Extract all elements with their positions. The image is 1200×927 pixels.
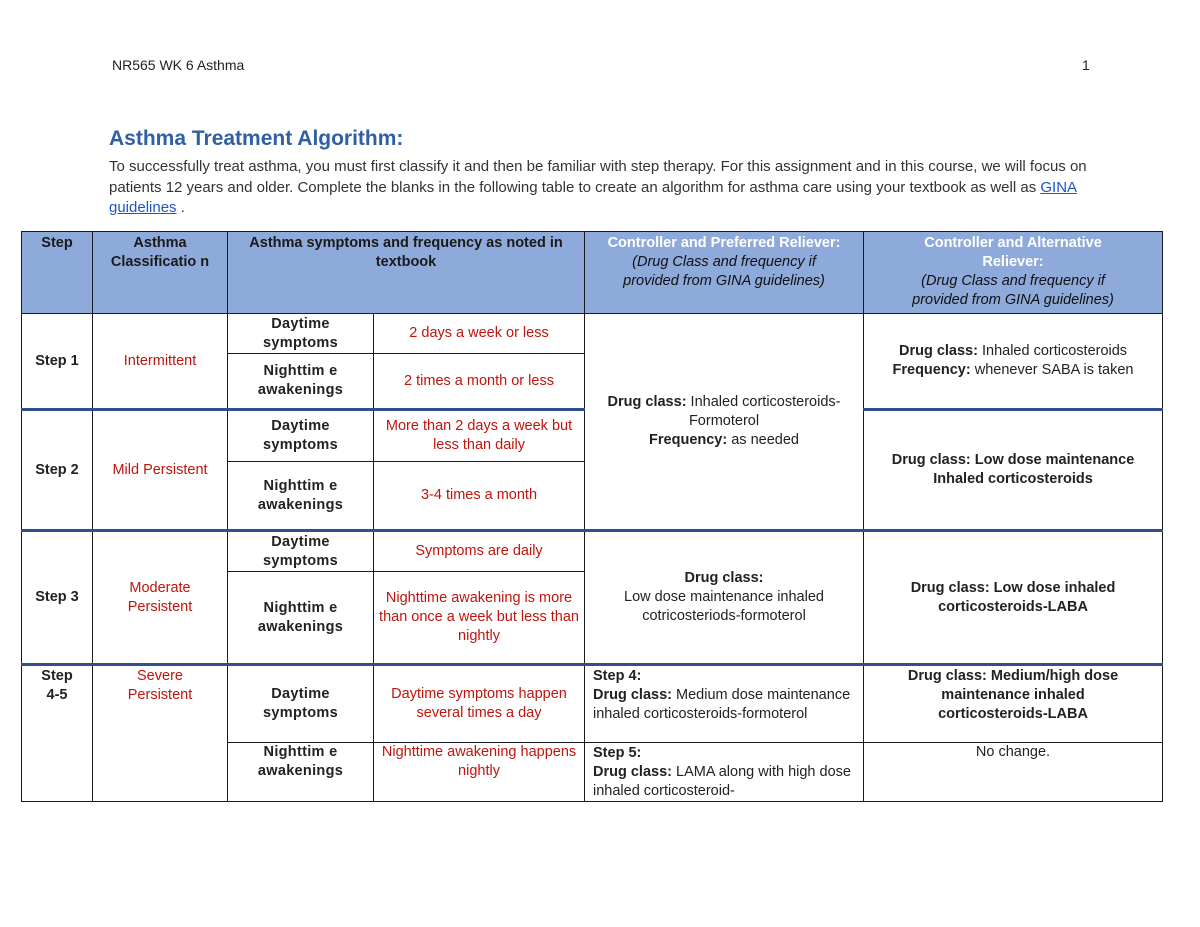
page-title: Asthma Treatment Algorithm:: [109, 127, 404, 150]
symptom-label: Nighttim e awakenings: [228, 743, 374, 802]
alternative-cell: No change.: [864, 743, 1163, 802]
preferred-cell: [585, 743, 864, 802]
drug-class-value: Inhaled corticosteroids-Formoterol: [686, 394, 841, 429]
drug-class-label: Drug class:: [593, 687, 672, 703]
frequency-cell: 3-4 times a month: [374, 462, 585, 531]
classification-cell: Severe Persistent: [93, 665, 228, 802]
alternative-cell: Drug class: Low dose inhaled corticosteroids-LABA: [864, 531, 1163, 665]
frequency-cell: Symptoms are daily: [374, 531, 585, 572]
page-number: 1: [1082, 57, 1090, 73]
frequency-label: Frequency:: [649, 432, 728, 448]
frequency-value: whenever SABA is taken: [970, 362, 1134, 378]
symptom-label: Nighttim e awakenings: [228, 462, 374, 531]
step4-label: Step 4:: [593, 668, 642, 684]
frequency-cell: Nighttime awakening happens nightly: [374, 743, 585, 802]
preferred-cell: [585, 314, 864, 531]
step5-label: Step 5:: [593, 745, 642, 761]
drug-class-label: Drug class:: [898, 343, 978, 359]
table-row: [22, 665, 1163, 743]
intro-text: To successfully treat asthma, you must first classify it and then be familiar with step therapy. For this assignment and in this course, we will focus on patients 12 years and older. Complete the blanks in the following table to create an algorithm for asthma care using your textbook as well as: [109, 158, 1087, 196]
preferred-cell: [585, 531, 864, 665]
header-symptoms: Asthma symptoms and frequency as noted in textbook: [228, 232, 585, 314]
intro-end: .: [176, 199, 185, 216]
header-classification: Asthma Classificatio n: [93, 232, 228, 314]
header-alternative-title: Controller and Alternative Reliever:: [924, 235, 1102, 270]
frequency-cell: Nighttime awakening is more than once a week but less than nightly: [374, 572, 585, 665]
frequency-cell: 2 times a month or less: [374, 354, 585, 410]
step-cell: Step 4-5: [22, 665, 93, 802]
classification-cell: Moderate Persistent: [93, 531, 228, 665]
drug-class-value: LAMA along with high dose inhaled corticosteroid-: [593, 764, 851, 799]
classification-cell: Intermittent: [93, 314, 228, 410]
step-cell: Step 2: [22, 410, 93, 531]
asthma-algorithm-table: [21, 231, 1163, 802]
symptom-label: Daytime symptoms: [228, 410, 374, 462]
drug-class-label: Drug class:: [684, 570, 764, 586]
header-preferred: [585, 232, 864, 314]
symptom-label: Daytime symptoms: [228, 665, 374, 743]
symptom-label: Nighttim e awakenings: [228, 572, 374, 665]
gina-guidelines-link[interactable]: GINA guidelines: [109, 178, 1078, 216]
table-row: [22, 314, 1163, 354]
header-preferred-note: (Drug Class and frequency if provided from GINA guidelines): [623, 254, 825, 289]
symptom-label: Nighttim e awakenings: [228, 354, 374, 410]
running-header-title: NR565 WK 6 Asthma: [112, 57, 245, 73]
drug-class-label: Drug class:: [607, 394, 687, 410]
header-alternative: [864, 232, 1163, 314]
frequency-label: Frequency:: [892, 362, 971, 378]
drug-class-label: Drug class:: [593, 764, 672, 780]
frequency-cell: 2 days a week or less: [374, 314, 585, 354]
intro-paragraph: [109, 157, 1099, 219]
frequency-cell: More than 2 days a week but less than daily: [374, 410, 585, 462]
symptom-label: Daytime symptoms: [228, 314, 374, 354]
drug-class-value: Inhaled corticosteroids: [977, 343, 1128, 359]
frequency-cell: Daytime symptoms happen several times a day: [374, 665, 585, 743]
header-step: Step: [22, 232, 93, 314]
step-cell: Step 3: [22, 531, 93, 665]
table-row: [22, 531, 1163, 572]
drug-class-value: Medium dose maintenance inhaled corticosteroids-formoterol: [593, 687, 851, 722]
alternative-cell: [864, 314, 1163, 410]
step-cell: Step 1: [22, 314, 93, 410]
header-alternative-note: (Drug Class and frequency if provided from GINA guidelines): [912, 273, 1114, 308]
classification-cell: Mild Persistent: [93, 410, 228, 531]
header-preferred-title: Controller and Preferred Reliever:: [607, 235, 841, 251]
symptom-label: Daytime symptoms: [228, 531, 374, 572]
frequency-value: as needed: [727, 432, 799, 448]
alternative-cell: Drug class: Medium/high dose maintenance inhaled corticosteroids-LABA: [864, 665, 1163, 743]
drug-class-value: Low dose maintenance inhaled cotricosteriods-formoterol: [624, 589, 824, 624]
preferred-cell: [585, 665, 864, 743]
alternative-cell: Drug class: Low dose maintenance Inhaled corticosteroids: [864, 410, 1163, 531]
